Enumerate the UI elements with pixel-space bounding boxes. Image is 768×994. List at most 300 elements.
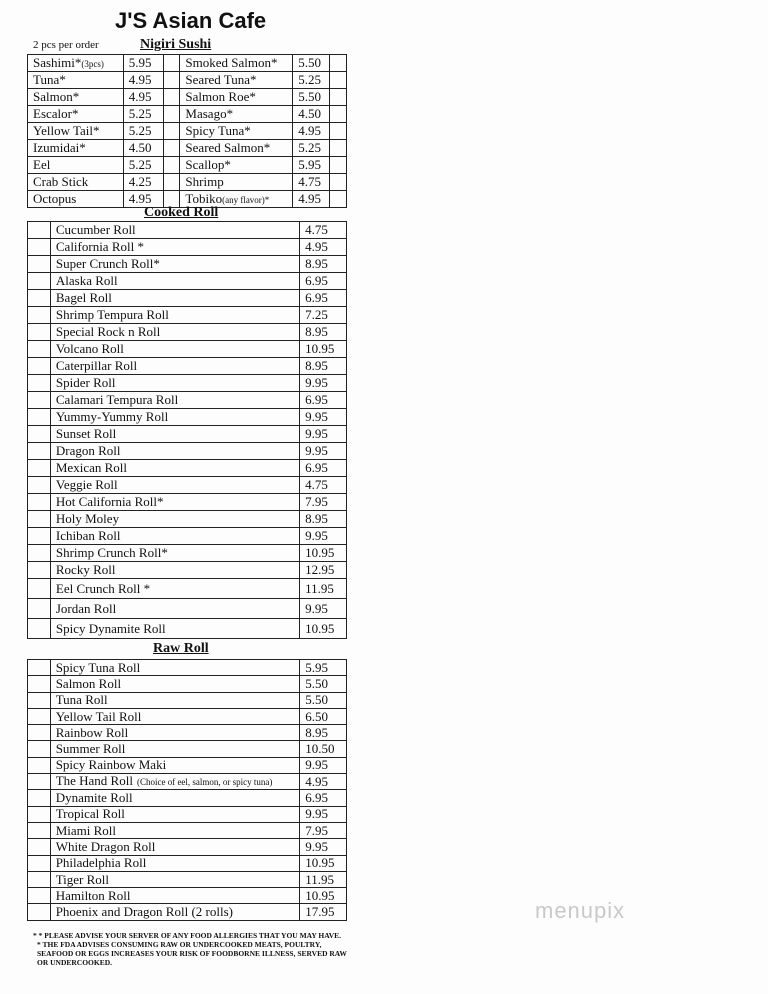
item-price-text: 6.95 (305, 790, 328, 806)
item-name-text: Crab Stick (33, 174, 89, 189)
table-row (28, 855, 347, 871)
item-name (28, 72, 124, 89)
item-price-text: 5.95 (298, 157, 321, 172)
table-row (28, 157, 347, 174)
item-name-text: Cucumber Roll (55, 222, 136, 237)
item-name-text: Tuna* (33, 72, 66, 87)
item-price (300, 307, 347, 324)
item-price-text: 9.95 (305, 757, 328, 773)
cooked-heading: Cooked Roll (144, 205, 219, 220)
item-price (300, 375, 347, 392)
blank-cell (28, 757, 51, 773)
item-name-text: Volcano Roll (55, 341, 124, 356)
item-price-text: 4.75 (305, 477, 328, 492)
item-price (293, 55, 330, 72)
item-name (50, 676, 300, 692)
blank-cell (28, 443, 51, 460)
cooked-roll-table (27, 221, 347, 639)
blank-cell (28, 290, 51, 307)
item-name (180, 89, 293, 106)
item-price (300, 708, 347, 724)
item-name (50, 341, 299, 358)
blank-cell (28, 545, 51, 562)
item-price (293, 89, 330, 106)
item-price (300, 660, 347, 676)
item-price-text: 5.25 (128, 157, 152, 172)
item-name-text: Rocky Roll (55, 562, 116, 577)
item-price-text: 5.95 (128, 55, 152, 70)
table-row (28, 409, 347, 426)
blank-cell (28, 426, 51, 443)
item-name-text: Yellow Tail Roll (55, 708, 142, 724)
table-row (28, 256, 347, 273)
item-price (300, 545, 347, 562)
item-price (300, 324, 347, 341)
item-name-text: Phoenix and Dragon Roll (2 rolls) (55, 904, 233, 920)
item-name (50, 222, 299, 239)
table-row (28, 123, 347, 140)
table-row (28, 806, 347, 822)
item-price (300, 511, 347, 528)
item-price-text: 6.95 (305, 460, 328, 475)
item-price-text: 5.25 (128, 123, 152, 138)
item-name-text: Sashimi* (33, 54, 82, 70)
table-row (28, 222, 347, 239)
blank-cell (163, 157, 180, 174)
item-price (300, 528, 347, 545)
table-row (28, 904, 347, 920)
item-price-text: 4.25 (128, 174, 152, 189)
item-name-text: Mexican Roll (55, 460, 128, 475)
fda-note: * THE FDA ADVISES CONSUMING RAW OR UNDERCOOKED MEATS, POULTRY, SEAFOOD OR EGGS INCREASES YOUR RISK OF FOODBORNE ILLNESS, SERVED RAW OR UNDERCOOKED. (37, 940, 347, 967)
blank-cell (163, 89, 180, 106)
item-name-text: Salmon Roe* (185, 89, 256, 104)
item-name (50, 460, 299, 477)
table-row (28, 324, 347, 341)
item-price-text: 5.50 (298, 55, 321, 70)
item-price-text: 10.95 (305, 341, 335, 356)
item-name (50, 741, 300, 757)
table-row (28, 790, 347, 806)
item-price-text: 9.95 (305, 600, 328, 616)
item-name-text: Hamilton Roll (55, 887, 131, 903)
table-row (28, 511, 347, 528)
item-name-text: Rainbow Roll (55, 724, 129, 740)
portion-note: 2 pcs per order (33, 39, 99, 51)
item-name (180, 123, 293, 140)
item-name-text: Alaska Roll (55, 273, 118, 288)
table-row (28, 839, 347, 855)
item-name (180, 55, 293, 72)
item-price (293, 140, 330, 157)
item-name (50, 375, 299, 392)
blank-cell (330, 106, 347, 123)
blank-cell (28, 676, 51, 692)
blank-cell (163, 123, 180, 140)
table-row (28, 599, 347, 619)
blank-cell (330, 174, 347, 191)
item-name (50, 562, 299, 579)
item-name (180, 174, 293, 191)
item-name (50, 239, 299, 256)
table-row (28, 741, 347, 757)
item-price (300, 725, 347, 741)
table-row (28, 477, 347, 494)
item-name (50, 307, 299, 324)
item-price (300, 477, 347, 494)
item-name-text: Hot California Roll* (55, 494, 164, 509)
item-price (300, 290, 347, 307)
item-name (50, 757, 300, 773)
item-price (123, 55, 163, 72)
item-name-text: Spicy Tuna* (185, 123, 251, 138)
table-row (28, 140, 347, 157)
item-name-text: Super Crunch Roll* (55, 256, 160, 271)
item-price (300, 774, 347, 790)
item-price (300, 806, 347, 822)
item-name-text: Tiger Roll (55, 871, 110, 887)
item-price-text: 4.95 (298, 123, 321, 138)
item-name-text: Smoked Salmon* (185, 55, 278, 70)
item-name (28, 89, 124, 106)
item-name-text: Scallop* (185, 157, 231, 172)
item-name (50, 256, 299, 273)
blank-cell (28, 273, 51, 290)
item-name-text: Spicy Rainbow Maki (55, 757, 167, 773)
blank-cell (28, 511, 51, 528)
blank-cell (28, 871, 51, 887)
item-name-text: Izumidai* (33, 140, 86, 155)
item-name-text: Caterpillar Roll (55, 358, 138, 373)
item-name (50, 392, 299, 409)
item-name-text: Dragon Roll (55, 443, 121, 458)
item-price-text: 7.95 (305, 822, 328, 838)
item-price (300, 562, 347, 579)
table-row (28, 888, 347, 904)
item-name-note: (Choice of eel, salmon, or spicy tuna) (136, 777, 273, 788)
item-name (180, 106, 293, 123)
item-price-text: 11.95 (305, 871, 334, 887)
item-name (28, 191, 124, 208)
item-price (300, 358, 347, 375)
footnotes (33, 931, 353, 967)
table-row (28, 494, 347, 511)
blank-cell (28, 855, 51, 871)
item-name (28, 123, 124, 140)
blank-cell (28, 888, 51, 904)
item-name-text: Special Rock n Roll (55, 324, 161, 339)
table-row (28, 89, 347, 106)
blank-cell (163, 72, 180, 89)
blank-cell (28, 256, 51, 273)
item-name (50, 443, 299, 460)
item-price (293, 191, 330, 208)
item-price-text: 7.25 (305, 307, 328, 322)
table-row (28, 106, 347, 123)
item-price (300, 256, 347, 273)
allergy-note: * * PLEASE ADVISE YOUR SERVER OF ANY FOOD ALLERGIES THAT YOU MAY HAVE. (33, 931, 341, 940)
blank-cell (28, 409, 51, 426)
item-price-text: 10.95 (305, 887, 335, 903)
item-name-text: Spicy Dynamite Roll (55, 620, 166, 636)
item-price-text: 17.95 (305, 904, 335, 920)
item-name-text: Ichiban Roll (55, 528, 121, 543)
item-price-text: 8.95 (305, 324, 328, 339)
item-price-text: 8.95 (305, 724, 328, 740)
item-name-text: Escalor* (33, 106, 79, 121)
item-price (293, 157, 330, 174)
item-price (300, 676, 347, 692)
item-price-text: 5.50 (305, 675, 328, 691)
item-price-text: 6.50 (305, 708, 328, 724)
blank-cell (28, 375, 51, 392)
blank-cell (28, 392, 51, 409)
item-price-text: 6.95 (305, 392, 328, 407)
item-price-text: 8.95 (305, 358, 328, 373)
blank-cell (28, 239, 51, 256)
item-price (300, 855, 347, 871)
item-price-text: 5.95 (305, 659, 328, 675)
item-name (50, 579, 299, 599)
item-name (28, 55, 124, 72)
item-name (50, 822, 300, 838)
item-price-text: 5.50 (305, 692, 328, 708)
item-price (300, 619, 347, 639)
blank-cell (28, 660, 51, 676)
item-name-text: Holy Moley (55, 511, 120, 526)
item-name-text: Tropical Roll (55, 806, 125, 822)
item-name (50, 494, 299, 511)
item-price (300, 871, 347, 887)
item-price-text: 10.95 (305, 620, 335, 636)
item-price-text: 4.95 (305, 239, 328, 254)
blank-cell (28, 839, 51, 855)
item-name-text: Shrimp (185, 174, 224, 189)
blank-cell (330, 123, 347, 140)
item-price-text: 9.95 (305, 838, 328, 854)
blank-cell (28, 494, 51, 511)
blank-cell (163, 55, 180, 72)
item-name (50, 619, 299, 639)
table-row (28, 55, 347, 72)
item-name-text: Bagel Roll (55, 290, 112, 305)
item-name (50, 599, 299, 619)
watermark-logo: menupix (535, 898, 626, 923)
restaurant-title: J'S Asian Cafe (115, 8, 267, 33)
item-name (28, 106, 124, 123)
item-price (300, 692, 347, 708)
table-row (28, 619, 347, 639)
item-name-text: Shrimp Crunch Roll* (55, 545, 168, 560)
item-price (123, 140, 163, 157)
item-name-text: Jordan Roll (55, 600, 117, 616)
blank-cell (28, 790, 51, 806)
table-row (28, 358, 347, 375)
table-row (28, 579, 347, 599)
blank-cell (330, 89, 347, 106)
table-row (28, 375, 347, 392)
item-price (300, 222, 347, 239)
blank-cell (28, 725, 51, 741)
item-price-text: 6.95 (305, 273, 328, 288)
item-price (293, 72, 330, 89)
item-price-text: 4.50 (128, 140, 152, 155)
item-price (300, 888, 347, 904)
table-row (28, 273, 347, 290)
item-name (28, 174, 124, 191)
table-row (28, 528, 347, 545)
item-price-text: 4.75 (305, 222, 328, 237)
item-name-text: Veggie Roll (55, 477, 118, 492)
blank-cell (28, 358, 51, 375)
item-name-text: The Hand Roll (55, 773, 133, 789)
item-name-text: Dynamite Roll (55, 790, 133, 806)
table-row (28, 443, 347, 460)
item-name-note: (any flavor)* (222, 194, 270, 205)
item-price (300, 822, 347, 838)
item-name (50, 409, 299, 426)
item-name (50, 708, 300, 724)
item-name (180, 72, 293, 89)
item-price (300, 790, 347, 806)
item-name-text: Octopus (33, 191, 77, 206)
item-name (50, 806, 300, 822)
item-price-text: 4.95 (128, 191, 152, 206)
item-name-text: Miami Roll (55, 822, 116, 838)
table-row (28, 871, 347, 887)
table-row (28, 341, 347, 358)
table-row (28, 822, 347, 838)
item-name (50, 511, 299, 528)
item-name (50, 855, 300, 871)
blank-cell (28, 708, 51, 724)
item-name (50, 725, 300, 741)
blank-cell (163, 106, 180, 123)
item-price-text: 9.95 (305, 528, 328, 543)
item-name-text: White Dragon Roll (55, 838, 156, 854)
item-name-text: Salmon Roll (55, 675, 122, 691)
item-price (300, 341, 347, 358)
item-price (300, 460, 347, 477)
item-price (300, 494, 347, 511)
item-price (300, 599, 347, 619)
item-name (50, 888, 300, 904)
item-name (50, 426, 299, 443)
item-price (123, 89, 163, 106)
item-price (300, 426, 347, 443)
item-price-text: 4.95 (298, 191, 321, 206)
item-price (123, 174, 163, 191)
blank-cell (28, 562, 51, 579)
item-name-text: Spider Roll (55, 375, 116, 390)
table-row (28, 426, 347, 443)
blank-cell (330, 157, 347, 174)
table-row (28, 757, 347, 773)
item-price (300, 839, 347, 855)
item-name (50, 692, 300, 708)
table-row (28, 72, 347, 89)
item-price-text: 11.95 (305, 580, 334, 596)
item-price-text: 9.95 (305, 375, 328, 390)
item-price-text: 7.95 (305, 494, 328, 509)
item-name (180, 157, 293, 174)
table-row (28, 660, 347, 676)
item-name (180, 140, 293, 157)
item-price-text: 12.95 (305, 562, 335, 577)
item-price-text: 4.75 (298, 174, 321, 189)
blank-cell (330, 55, 347, 72)
item-price-text: 5.25 (298, 140, 321, 155)
item-name-text: California Roll * (55, 239, 144, 254)
item-name-text: Masago* (185, 106, 234, 121)
item-name (28, 157, 124, 174)
blank-cell (28, 904, 51, 920)
item-price-text: 9.95 (305, 806, 328, 822)
item-name (50, 358, 299, 375)
item-name (50, 774, 300, 790)
item-price (300, 443, 347, 460)
blank-cell (330, 72, 347, 89)
table-row (28, 239, 347, 256)
item-price-text: 4.50 (298, 106, 321, 121)
item-price (300, 409, 347, 426)
item-name-text: Yummy-Yummy Roll (55, 409, 169, 424)
item-name (50, 324, 299, 341)
item-name-text: Salmon* (33, 89, 80, 104)
item-name (50, 839, 300, 855)
table-row (28, 460, 347, 477)
item-name-text: Eel Crunch Roll * (55, 580, 151, 596)
table-row (28, 676, 347, 692)
blank-cell (28, 222, 51, 239)
item-price (123, 123, 163, 140)
blank-cell (28, 822, 51, 838)
item-name (50, 904, 300, 920)
item-price-text: 4.95 (128, 72, 152, 87)
item-name-text: Eel (33, 157, 51, 172)
table-row (28, 392, 347, 409)
item-name-text: Tobiko (185, 190, 223, 206)
blank-cell (28, 741, 51, 757)
blank-cell (28, 341, 51, 358)
item-name (50, 660, 300, 676)
item-name-text: Spicy Tuna Roll (55, 659, 141, 675)
blank-cell (28, 307, 51, 324)
item-name-text: Calamari Tempura Roll (55, 392, 179, 407)
item-name (50, 477, 299, 494)
blank-cell (28, 324, 51, 341)
item-price-text: 8.95 (305, 511, 328, 526)
item-price (300, 757, 347, 773)
item-name (28, 140, 124, 157)
blank-cell (28, 619, 51, 639)
blank-cell (330, 140, 347, 157)
item-name-text: Seared Salmon* (185, 140, 271, 155)
blank-cell (330, 191, 347, 208)
item-name (50, 273, 299, 290)
item-name (50, 790, 300, 806)
item-price (300, 392, 347, 409)
item-name-text: Yellow Tail* (33, 123, 100, 138)
blank-cell (28, 774, 51, 790)
blank-cell (28, 477, 51, 494)
item-price-text: 9.95 (305, 409, 328, 424)
item-name-text: Philadelphia Roll (55, 855, 147, 871)
item-price-text: 10.95 (305, 855, 335, 871)
nigiri-heading: Nigiri Sushi (140, 37, 212, 52)
item-price (293, 123, 330, 140)
item-price-text: 10.95 (305, 545, 335, 560)
